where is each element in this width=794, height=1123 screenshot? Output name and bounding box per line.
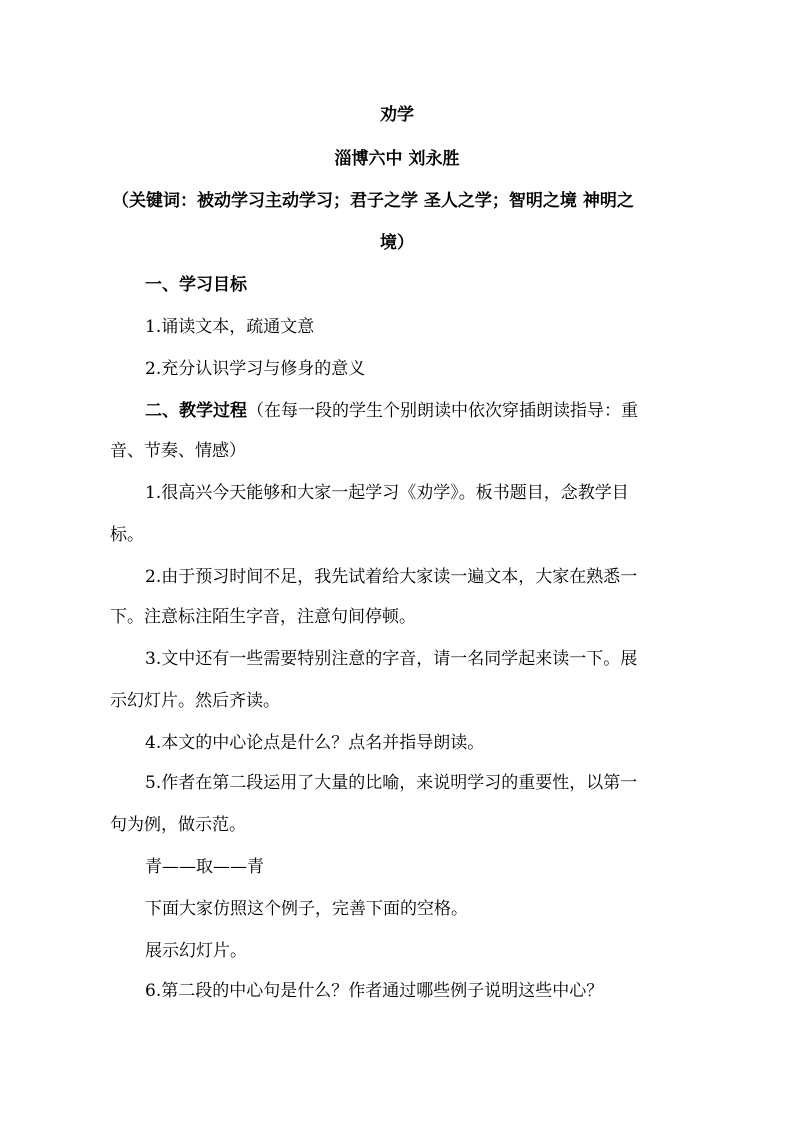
step-4: 4.本文的中心论点是什么？点名并指导朗读。: [145, 733, 485, 753]
step-1-line-2: 标。: [110, 525, 144, 545]
step-2-line-1: 2.由于预习时间不足，我先试着给大家读一遍文本，大家在熟悉一: [145, 567, 638, 587]
imitate-instruction: 下面大家仿照这个例子，完善下面的空格。: [145, 899, 468, 919]
step-1-line-1: 1.很高兴今天能够和大家一起学习《劝学》。板书题目，念教学目: [145, 483, 629, 503]
step-5-line-2: 句为例，做示范。: [110, 815, 246, 835]
process-note-line-2: 音、节奏、情感）: [110, 441, 246, 461]
section-heading-process-line: [145, 400, 638, 422]
process-note-line-1: （在每一段的学生个别朗读中依次穿插朗读指导：重: [247, 401, 638, 421]
step-5-line-1: 5.作者在第二段运用了大量的比喻，来说明学习的重要性，以第一: [145, 773, 638, 793]
document-title: 劝学: [380, 105, 414, 125]
step-3-line-2: 示幻灯片。然后齐读。: [110, 691, 280, 711]
document-author: 淄博六中 刘永胜: [334, 149, 460, 169]
section-heading-goals: 一、学习目标: [145, 275, 247, 295]
section-heading-process: 二、教学过程: [145, 401, 247, 421]
keywords-line-1: （关键词：被动学习主动学习；君子之学 圣人之学；智明之境 神明之: [112, 191, 634, 211]
step-3-line-1: 3.文中还有一些需要特别注意的字音，请一名同学起来读一下。展: [145, 649, 638, 669]
goal-item-1: 1.诵读文本，疏通文意: [145, 317, 315, 337]
step-2-line-2: 下。注意标注陌生字音，注意句间停顿。: [110, 607, 416, 627]
goal-item-2: 2.充分认识学习与修身的意义: [145, 359, 366, 379]
show-slides-note: 展示幻灯片。: [145, 941, 247, 961]
keywords-line-2: 境）: [380, 233, 414, 253]
example-chain: 青——取——青: [145, 857, 264, 877]
step-6: 6.第二段的中心句是什么？作者通过哪些例子说明这些中心？: [145, 981, 604, 1001]
